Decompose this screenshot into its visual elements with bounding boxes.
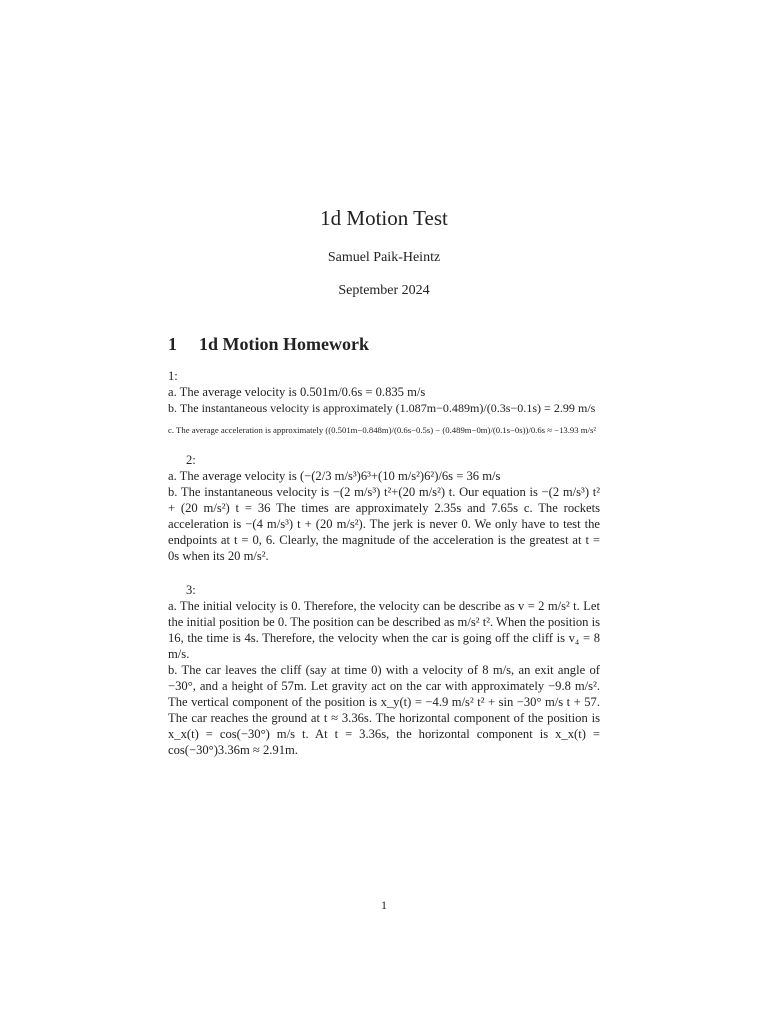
problem-1-part-b: b. The instantaneous velocity is approximately (1.087m−0.489m)/(0.3s−0.1s) = 2.99 m/s: [168, 401, 596, 415]
section-heading: [168, 334, 369, 355]
page-number: 1: [381, 898, 387, 912]
problem-1-part-c: c. The average acceleration is approximately ((0.501m−0.848m)/(0.6s−0.5s) − (0.489m−0m)/(0.1s−0s))/0.6s ≈ −13.93 m/s²: [168, 425, 596, 435]
problem-label: 3:: [186, 583, 196, 597]
page-title: 1d Motion Test: [320, 206, 448, 230]
problem-3-part-a: a. The initial velocity is 0. Therefore, the velocity can be describe as v = 2 m/s² t. Let the initial position be 0. The position can be described as m/s² t². When the position is 16, the time is 4s. Therefore, the velocity when the car is going off the cliff is v₄ = 8 m/s.: [168, 599, 600, 661]
section-title: 1d Motion Homework: [199, 334, 369, 354]
document-date: September 2024: [338, 283, 430, 298]
problem-2: [168, 452, 600, 564]
problem-3: [168, 582, 600, 758]
problem-label: 1:: [168, 369, 178, 383]
problem-3-part-b: b. The car leaves the cliff (say at time 0) with a velocity of 8 m/s, an exit angle of −30°, and a height of 57m. Let gravity act on the car with approximately −9.8 m/s². The vertical component of the position is x_y(t) = −4.9 m/s² t² + sin −30° m/s t + 57. The car reaches the ground at t ≈ 3.36s. The horizontal component of the position is x_x(t) = cos(−30°) m/s t. At t = 3.36s, the horizontal component is x_x(t) = cos(−30°)3.36m ≈ 2.91m.: [168, 663, 600, 757]
section-number: 1: [168, 334, 177, 354]
problem-2-part-a: a. The average velocity is (−(2/3 m/s³)6³+(10 m/s²)6²)/6s = 36 m/s: [168, 469, 501, 483]
author-name: Samuel Paik-Heintz: [327, 250, 441, 265]
problem-2-part-b: b. The instantaneous velocity is −(2 m/s³) t²+(20 m/s²) t. Our equation is −(2 m/s³) t² + (20 m/s²) t = 36 The times are approximately 2.35s and 7.65s c. The rockets acceleration is −(4 m/s³) t + (20 m/s²). The jerk is never 0. We only have to test the endpoints at t = 0, 6. Clearly, the magnitude of the acceleration is the greatest at t = 0s when its 20 m/s².: [168, 485, 600, 563]
problem-1: [168, 368, 600, 438]
problem-label: 2:: [186, 453, 196, 467]
problem-1-part-a: a. The average velocity is 0.501m/0.6s = 0.835 m/s: [168, 385, 426, 399]
